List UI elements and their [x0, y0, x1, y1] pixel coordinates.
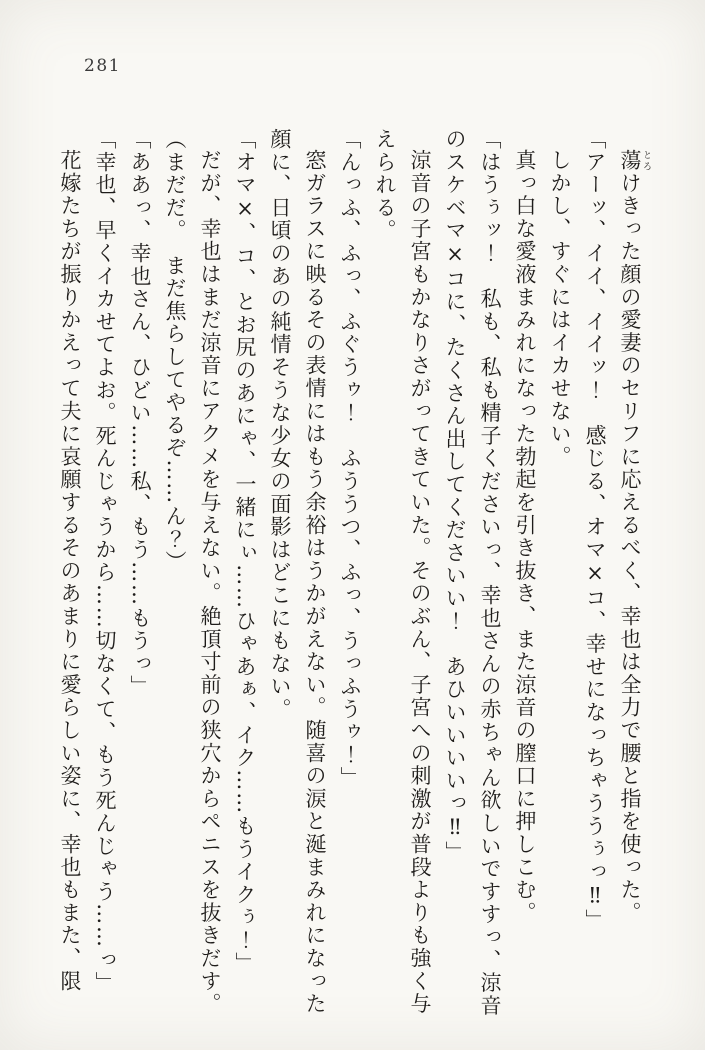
paragraph-dialogue: 「はうぅッ！ 私も、私も精子くださいっ、幸也さんの赤ちゃん欲しいですすっ、涼音のスケベマ×コに、たくさん出してくださいい！ あひいいいいっ‼」 — [443, 128, 502, 1018]
paragraph-narrative: だが、幸也はまだ涼音にアクメを与えない。絶頂寸前の狭穴からペニスを抜きだす。 — [198, 149, 222, 1016]
paragraph-narrative: 蕩 とろけきった顔の愛妻のセリフに応えるべく、幸也は全力で腰と指を使った。 — [618, 149, 651, 925]
paragraph-narrative: 真っ白な愛液まみれになった勃起を引き抜き、また涼音の膣口に押しこむ。 — [513, 149, 537, 925]
page-number: 281 — [84, 56, 121, 76]
text-block — [49, 128, 651, 1020]
paragraph-dialogue: 「んっふ、ふっ、ふぐうゥ！ ふううつ、ふっ、うっふうゥ！」 — [338, 128, 362, 790]
paragraph-narrative: しかし、すぐにはイカせない。 — [548, 149, 572, 469]
paragraph-dialogue: 「幸也、早くイカせてよお。死んじゃうから……切なくて、もう死んじゃう……っ」 — [93, 128, 117, 995]
paragraph-narrative: 花嫁たちが振りかえって夫に哀願するそのあまりに愛らしい姿に、幸也もまた、限 — [58, 149, 82, 993]
paragraph-dialogue: 「オマ×、コ、とお尻のあにゃ、一緒にぃ……ひゃあぁ、イク……もうイクぅ！」 — [233, 128, 257, 975]
paragraph-thought: （まだだ。 まだ焦らしてやるぞ……ん？） — [163, 128, 187, 574]
paragraph-narrative: 涼音の子宮もかなりさがってきていた。そのぶん、子宮への刺激が普段よりも強く与えられる。 — [373, 128, 432, 1016]
paragraph-dialogue: 「アーッ、イイ、イイッ！ 感じる、オマ×コ、幸せになっちゃううぅっ‼」 — [583, 128, 607, 932]
furigana: 蕩 とろ — [618, 149, 651, 172]
paragraph-dialogue: 「ああっ、幸也さん、ひどい……私、もう……もうっ」 — [128, 128, 152, 698]
paragraph-narrative: 窓ガラスに映るその表情にはもう余裕はうかがえない。随喜の涙と涎まみれになった顔に、日頃のあの純情そうな少女の面影はどこにもない。 — [268, 128, 327, 1016]
